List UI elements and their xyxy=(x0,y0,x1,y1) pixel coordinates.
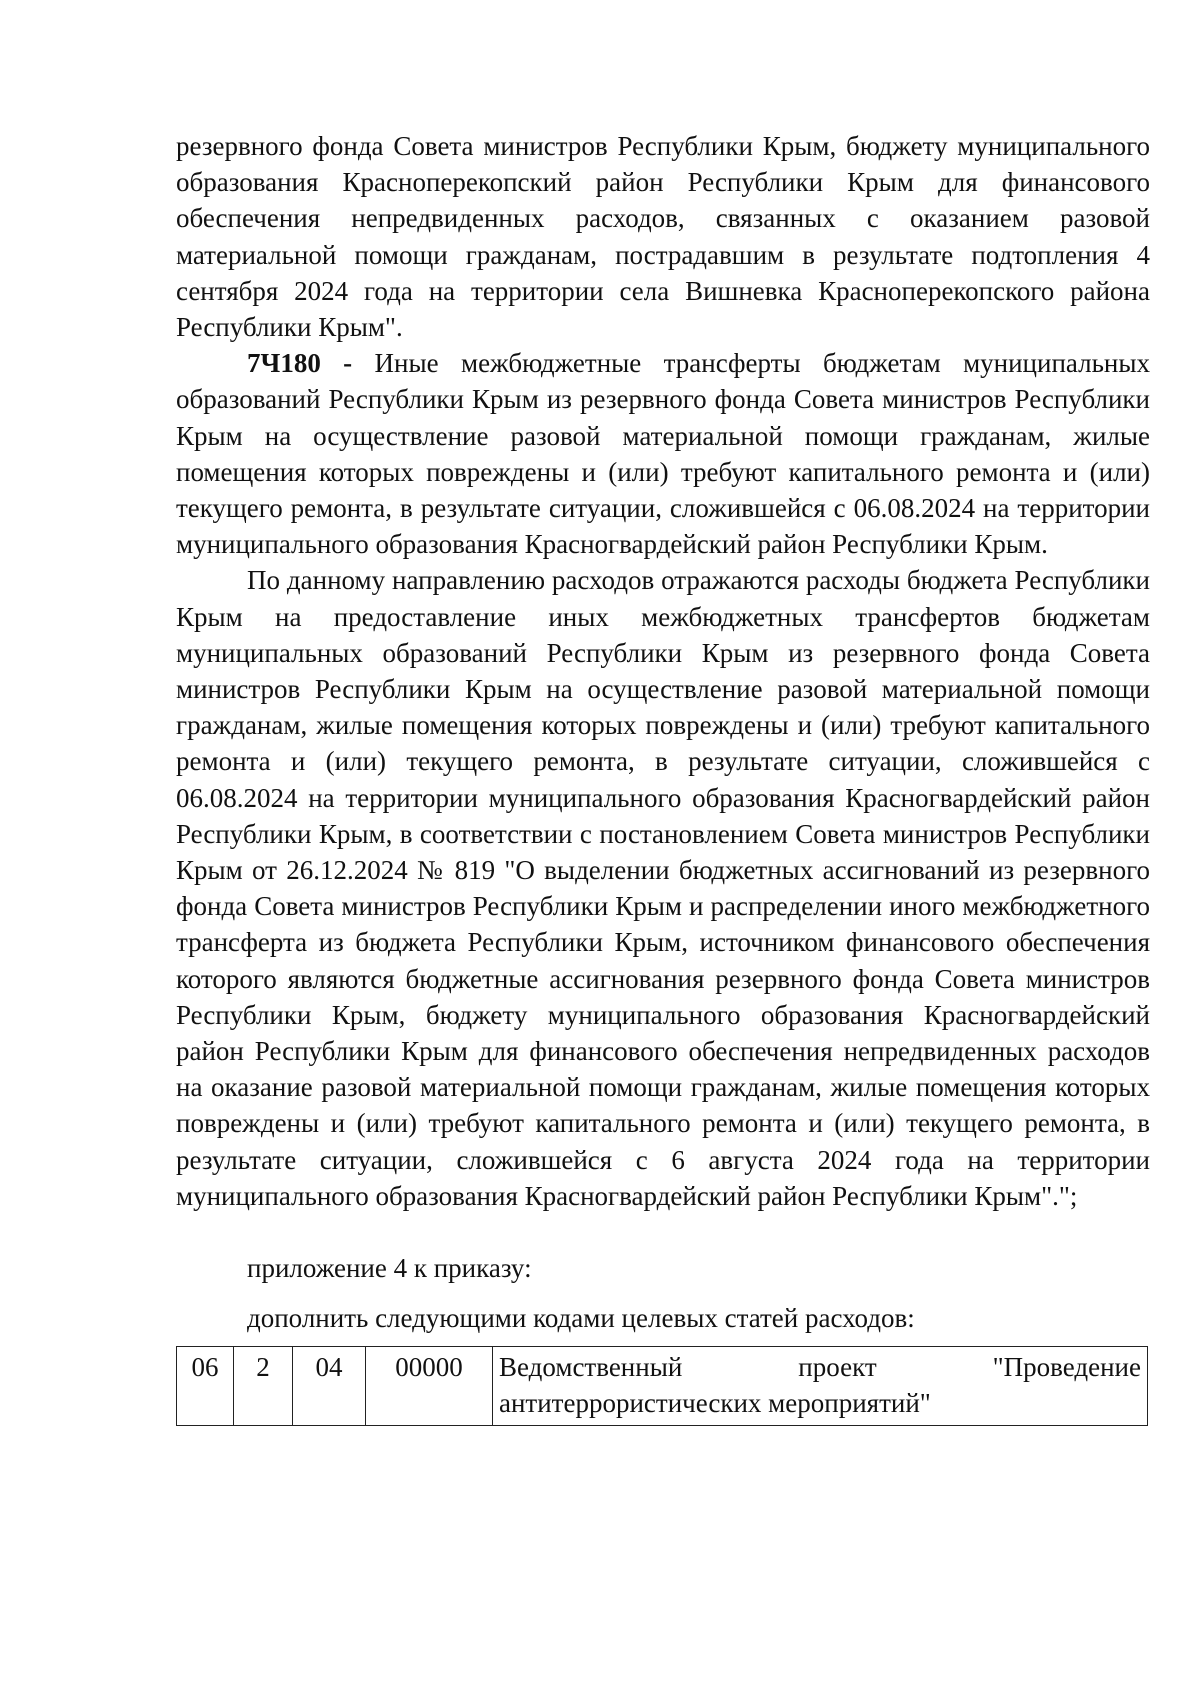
paragraph-expense-description xyxy=(176,562,1150,1214)
supplement-line: дополнить следующими кодами целевых статей расходов: xyxy=(247,1303,915,1334)
spacer xyxy=(176,1214,1150,1250)
description-line-2: антитеррористических мероприятий" xyxy=(499,1388,931,1419)
code-subprogram: 04 xyxy=(293,1347,366,1426)
target-codes-table xyxy=(176,1346,1148,1426)
expense-code: 7Ч180 - xyxy=(247,348,353,379)
paragraph-text: Иные межбюджетные трансферты бюджетам муниципальных образований Республики Крым из резервного фонда Совета министров Республики Крым на осуществление разовой материальной помощи гражданам, жилые помещения которых повреждены и (или) требуют капитального ремонта и (или) текущего ремонта, в результате ситуации, сложившейся с 06.08.2024 на территории муниципального образования Красногвардейский район Республики Крым. xyxy=(176,348,1151,560)
paragraph-continuation xyxy=(176,128,1150,345)
table-row xyxy=(177,1347,1148,1426)
paragraph-text: резервного фонда Совета министров Республики Крым, бюджету муниципального образования Красноперекопский район Республики Крым для финансового обеспечения непредвиденных расходов, связанных с оказанием разовой материальной помощи гражданам, пострадавшим в результате подтопления 4 сентября 2024 года на территории села Вишневка Красноперекопского района Республики Крым". xyxy=(176,131,1150,343)
paragraph-text: По данному направлению расходов отражаются расходы бюджета Республики Крым на предоставление иных межбюджетных трансфертов бюджетам муниципальных образований Республики Крым из резервного фонда Совета министров Республики Крым на осуществление разовой материальной помощи гражданам, жилые помещения которых повреждены и (или) требуют капитального ремонта и (или) текущего ремонта, в результате ситуации, сложившейся с 06.08.2024 на территории муниципального образования Красногвардейский район Республики Крым, в соответствии с постановлением Совета министров Республики Крым от 26.12.2024 № 819 "О выделении бюджетных ассигнований из резервного фонда Совета министров Республики Крым и распределении иного межбюджетного трансферта из бюджета Республики Крым, источником финансового обеспечения которого являются бюджетные ассигнования резервного фонда Совета министров Республики Крым, бюджету муниципального образования Красногвардейский район Республики Крым для финансового обеспечения непредвиденных расходов на оказание разовой материальной помощи гражданам, жилые помещения которых повреждены и (или) требуют капитального ремонта и (или) текущего ремонта, в результате ситуации, сложившейся с 6 августа 2024 года на территории муниципального образования Красногвардейский район Республики Крым"."; xyxy=(176,565,1150,1211)
code-program: 06 xyxy=(177,1347,234,1426)
description-line-1: Ведомственный проект "Проведение xyxy=(499,1352,1141,1383)
code-direction: 00000 xyxy=(366,1347,493,1426)
code-description xyxy=(493,1347,1148,1426)
paragraph-code-7ch180 xyxy=(176,345,1150,562)
appendix-line: приложение 4 к приказу: xyxy=(247,1253,532,1284)
code-type: 2 xyxy=(234,1347,293,1426)
document-page xyxy=(176,128,1150,1426)
